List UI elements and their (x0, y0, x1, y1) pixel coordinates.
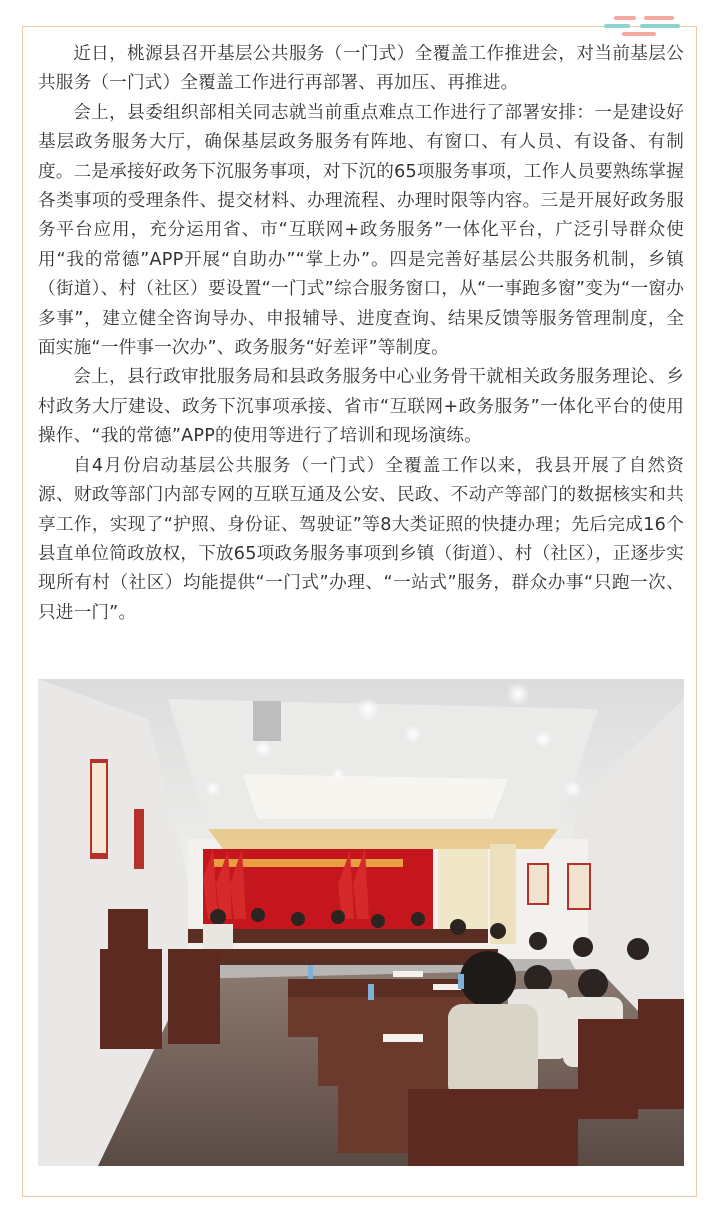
paragraph-4: 自4月份启动基层公共服务（一门式）全覆盖工作以来，我县开展了自然资源、财政等部门内部专网的互联互通及公安、民政、不动产等部门的数据核实和共享工作，实现了“护照、身份证、驾驶证”等8大类证照的快捷办理；先后完成16个县直单位简政放权，下放65项政务服务事项到乡镇（街道）、村（社区），正逐步实现所有村（社区）均能提供“一门式”办理、“一站式”服务，群众办事“只跑一次、只进一门”。 (38, 455, 684, 623)
paragraph-3: 会上，县行政审批服务局和县政务服务中心业务骨干就相关政务服务理论、乡村政务大厅建设、政务下沉事项承接、省市“互联网+政务服务”一体化平台的使用操作、“我的常德”APP的使用等进行了培训和现场演练。 (38, 367, 684, 447)
corner-decoration-icon (600, 14, 690, 38)
article-body (38, 40, 684, 628)
paragraph-2: 会上，县委组织部相关同志就当前重点难点工作进行了部署安排：一是建设好基层政务服务大厅，确保基层政务服务有阵地、有窗口、有人员、有设备、有制度。二是承接好政务下沉服务事项，对下沉的65项服务事项，工作人员要熟练掌握各类事项的受理条件、提交材料、办理流程、办理时限等内容。三是开展好政务服务平台应用，充分运用省、市“互联网+政务服务”一体化平台，广泛引导群众使用“我的常德”APP开展“自助办”“掌上办”。四是完善好基层公共服务机制，乡镇（街道）、村（社区）要设置“一门式”综合服务窗口，从“一事跑多窗”变为“一窗办多事”，建立健全咨询导办、申报辅导、进度查询、结果反馈等服务管理制度，全面实施“一件事一次办”、政务服务“好差评”等制度。 (38, 102, 684, 359)
meeting-photo-illustration (38, 679, 684, 1166)
meeting-hall-photo (38, 679, 684, 1166)
paragraph-1: 近日，桃源县召开基层公共服务（一门式）全覆盖工作推进会，对当前基层公共服务（一门式）全覆盖工作进行再部署、再加压、再推进。 (38, 44, 684, 94)
bottom-divider (22, 1196, 697, 1197)
